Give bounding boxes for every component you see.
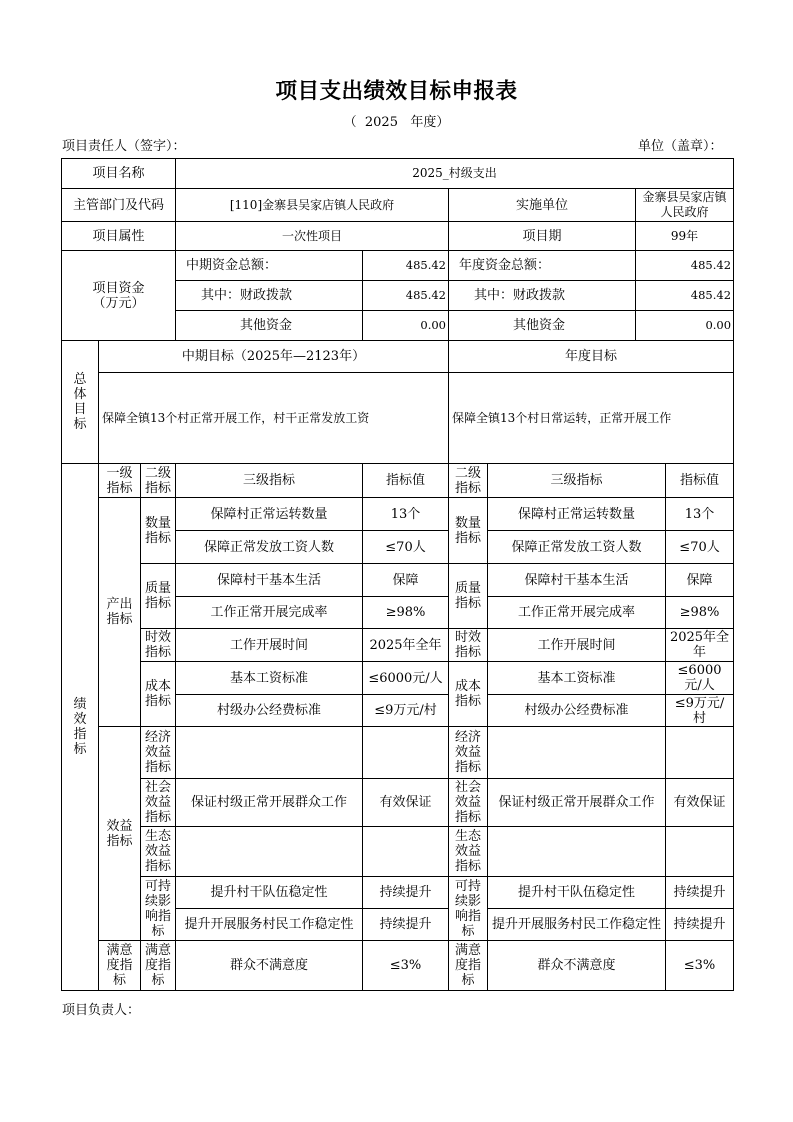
- funds-unit-text: （万元）: [92, 295, 145, 311]
- annual-target-header: 年度目标: [449, 341, 734, 373]
- midterm-other-value: 0.00: [363, 311, 449, 341]
- indicator-metric-name-annual: 村级办公经费标准: [488, 695, 666, 727]
- midterm-other-label: 其他资金: [176, 311, 363, 341]
- indicator-level2-label-annual: 时效指标: [449, 629, 488, 662]
- indicator-level2-label-annual: 经济效益指标: [449, 727, 488, 779]
- overall-target-label: 总体目标: [62, 341, 99, 464]
- indicator-metric-value: ≤3%: [363, 941, 449, 991]
- table-row: [62, 827, 734, 877]
- project-head-label: 项目负责人：: [62, 1003, 141, 1018]
- table-row: [62, 251, 734, 281]
- indicator-metric-name-annual: 保障正常发放工资人数: [488, 531, 666, 564]
- indicator-metric-name: 保障村正常运转数量: [176, 498, 363, 531]
- indicator-metric-value-empty: [363, 727, 449, 779]
- table-row: [62, 662, 734, 695]
- project-period-value: 99年: [636, 222, 734, 251]
- project-period-label: 项目期: [449, 222, 636, 251]
- table-row: [62, 727, 734, 779]
- midterm-total-value: 485.42: [363, 251, 449, 281]
- indicator-metric-value: 持续提升: [363, 877, 449, 909]
- table-row: [62, 779, 734, 827]
- indicator-metric-value: 有效保证: [363, 779, 449, 827]
- indicator-metric-name: 提升村干队伍稳定性: [176, 877, 363, 909]
- indicator-metric-value-annual: ≤6000元/人: [666, 662, 734, 695]
- annual-fiscal-value: 485.42: [636, 281, 734, 311]
- annual-fiscal-label: 其中：财政拨款: [449, 281, 636, 311]
- indicator-metric-name-annual: 提升村干队伍稳定性: [488, 877, 666, 909]
- table-row: [62, 159, 734, 189]
- midterm-fiscal-label: 其中：财政拨款: [176, 281, 363, 311]
- indicator-level1-label: 满意度指标: [99, 941, 141, 991]
- indicator-metric-value: ≤70人: [363, 531, 449, 564]
- indicator-level2-label: 生态效益指标: [141, 827, 176, 877]
- indicator-metric-value-empty: [666, 727, 734, 779]
- indicator-metric-value-annual: 持续提升: [666, 877, 734, 909]
- table-row: [62, 189, 734, 222]
- header-value: 指标值: [363, 464, 449, 498]
- midterm-total-label: 中期资金总额：: [176, 251, 363, 281]
- indicator-metric-name-empty: [488, 727, 666, 779]
- indicator-metric-value-annual: 保障: [666, 564, 734, 597]
- indicator-metric-value: 2025年全年: [363, 629, 449, 662]
- indicator-metric-name: 群众不满意度: [176, 941, 363, 991]
- indicator-level2-label: 质量指标: [141, 564, 176, 629]
- department-value: [110]金寨县吴家店镇人民政府: [176, 189, 449, 222]
- table-row: [62, 373, 734, 464]
- indicator-metric-name: 工作开展时间: [176, 629, 363, 662]
- table-row: [62, 629, 734, 662]
- indicator-metric-name: 保证村级正常开展群众工作: [176, 779, 363, 827]
- indicator-level2-label: 数量指标: [141, 498, 176, 564]
- indicator-metric-name: 保障村干基本生活: [176, 564, 363, 597]
- unit-seal-label: 单位（盖章）：: [638, 139, 723, 154]
- indicator-metric-value: 保障: [363, 564, 449, 597]
- indicator-metric-name-annual: 工作开展时间: [488, 629, 666, 662]
- header-level3-annual: 三级指标: [488, 464, 666, 498]
- indicator-metric-name: 村级办公经费标准: [176, 695, 363, 727]
- indicator-metric-name: 工作正常开展完成率: [176, 597, 363, 629]
- midterm-target-text: 保障全镇13个村正常开展工作，村干正常发放工资: [99, 373, 449, 464]
- indicator-metric-name-empty: [176, 727, 363, 779]
- funds-label-text: 项目资金: [92, 280, 145, 296]
- header-value-annual: 指标值: [666, 464, 734, 498]
- annual-total-value: 485.42: [636, 251, 734, 281]
- indicator-metric-value-annual: ≥98%: [666, 597, 734, 629]
- indicator-metric-value-annual: 13个: [666, 498, 734, 531]
- indicator-metric-name-annual: 提升开展服务村民工作稳定性: [488, 909, 666, 941]
- table-row: [62, 941, 734, 991]
- indicator-metric-value: ≤6000元/人: [363, 662, 449, 695]
- performance-indicators-label: 绩效指标: [62, 464, 99, 991]
- indicator-metric-name: 提升开展服务村民工作稳定性: [176, 909, 363, 941]
- table-row: [62, 498, 734, 531]
- project-attribute-label: 项目属性: [62, 222, 176, 251]
- project-funds-label: [62, 251, 176, 341]
- implementing-unit-label: 实施单位: [449, 189, 636, 222]
- indicator-metric-name-annual: 保证村级正常开展群众工作: [488, 779, 666, 827]
- indicator-level1-label: 效益指标: [99, 727, 141, 941]
- indicator-metric-name-annual: 工作正常开展完成率: [488, 597, 666, 629]
- table-row: [62, 222, 734, 251]
- indicator-metric-value-annual: 持续提升: [666, 909, 734, 941]
- indicator-metric-value: 持续提升: [363, 909, 449, 941]
- indicator-metric-name: 保障正常发放工资人数: [176, 531, 363, 564]
- indicator-level2-label-annual: 生态效益指标: [449, 827, 488, 877]
- year-line: （ 2025 年度）: [343, 115, 450, 130]
- indicator-metric-name-annual: 基本工资标准: [488, 662, 666, 695]
- indicator-level2-label-annual: 成本指标: [449, 662, 488, 727]
- project-attribute-value: 一次性项目: [176, 222, 449, 251]
- form-title: 项目支出绩效目标申报表: [275, 79, 518, 104]
- indicator-metric-value-empty: [363, 827, 449, 877]
- indicator-header-row: [62, 464, 734, 498]
- performance-form-table: [61, 158, 734, 991]
- indicator-metric-value-annual: ≤3%: [666, 941, 734, 991]
- indicator-metric-name-annual: 保障村正常运转数量: [488, 498, 666, 531]
- responsible-signature-label: 项目责任人（签字）：: [62, 139, 186, 154]
- indicator-metric-value-annual: 有效保证: [666, 779, 734, 827]
- indicator-level2-label: 社会效益指标: [141, 779, 176, 827]
- header-level1: 一级指标: [99, 464, 141, 498]
- indicator-metric-value: ≤9万元/村: [363, 695, 449, 727]
- table-row: [62, 341, 734, 373]
- header-level2: 二级指标: [141, 464, 176, 498]
- annual-target-text: 保障全镇13个村日常运转，正常开展工作: [449, 373, 734, 464]
- indicator-metric-name-empty: [176, 827, 363, 877]
- annual-total-label: 年度资金总额：: [449, 251, 636, 281]
- indicator-metric-value: ≥98%: [363, 597, 449, 629]
- project-name-value: 2025_村级支出: [176, 159, 734, 189]
- indicator-metric-name: 基本工资标准: [176, 662, 363, 695]
- indicator-level2-label-annual: 数量指标: [449, 498, 488, 564]
- indicator-level2-label: 可持续影响指标: [141, 877, 176, 941]
- midterm-fiscal-value: 485.42: [363, 281, 449, 311]
- header-level3: 三级指标: [176, 464, 363, 498]
- table-row: [62, 564, 734, 597]
- indicator-level2-label: 时效指标: [141, 629, 176, 662]
- indicator-level2-label: 经济效益指标: [141, 727, 176, 779]
- indicator-metric-value-annual: ≤9万元/村: [666, 695, 734, 727]
- header-level2-annual: 二级指标: [449, 464, 488, 498]
- project-name-label: 项目名称: [62, 159, 176, 189]
- indicator-metric-value-annual: 2025年全年: [666, 629, 734, 662]
- indicator-metric-name-annual: 保障村干基本生活: [488, 564, 666, 597]
- indicator-metric-value-empty: [666, 827, 734, 877]
- indicator-level2-label-annual: 可持续影响指标: [449, 877, 488, 941]
- indicator-level2-label-annual: 满意度指标: [449, 941, 488, 991]
- annual-other-value: 0.00: [636, 311, 734, 341]
- indicator-metric-name-empty: [488, 827, 666, 877]
- indicator-level1-label: 产出指标: [99, 498, 141, 727]
- indicator-metric-value: 13个: [363, 498, 449, 531]
- indicator-metric-name-annual: 群众不满意度: [488, 941, 666, 991]
- indicator-level2-label-annual: 质量指标: [449, 564, 488, 629]
- implementing-unit-value: 金寨县吴家店镇人民政府: [636, 189, 734, 222]
- indicator-level2-label: 满意度指标: [141, 941, 176, 991]
- annual-other-label: 其他资金: [449, 311, 636, 341]
- department-label: 主管部门及代码: [62, 189, 176, 222]
- indicator-level2-label-annual: 社会效益指标: [449, 779, 488, 827]
- indicator-metric-value-annual: ≤70人: [666, 531, 734, 564]
- table-row: [62, 877, 734, 909]
- midterm-target-header: 中期目标（2025年—2123年）: [99, 341, 449, 373]
- indicator-level2-label: 成本指标: [141, 662, 176, 727]
